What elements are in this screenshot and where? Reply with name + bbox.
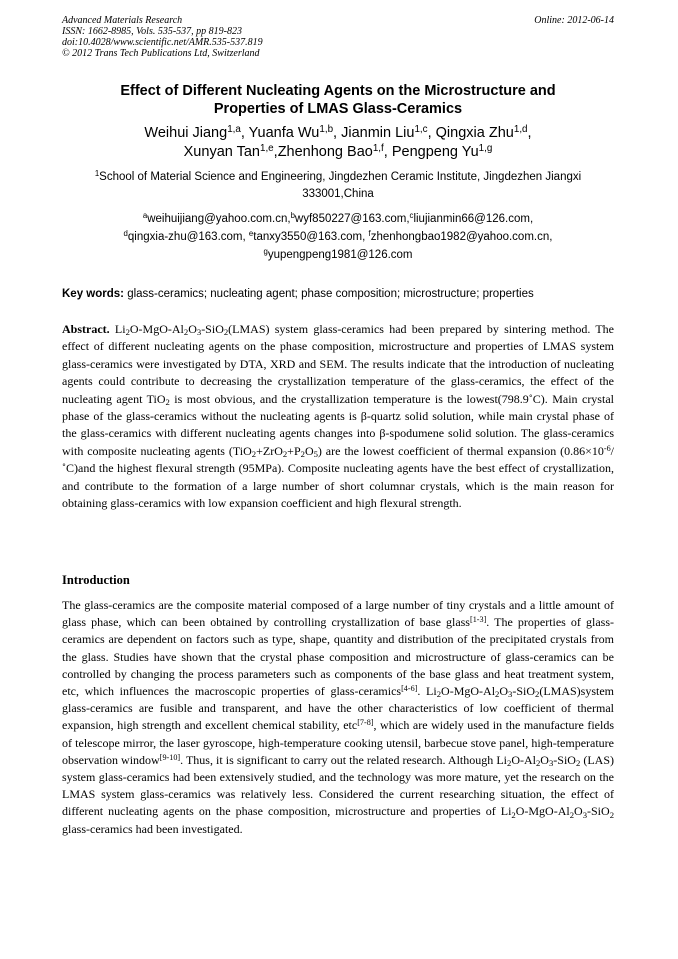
author-marker: 1,g xyxy=(478,143,493,155)
keywords xyxy=(62,286,614,302)
author-list xyxy=(62,124,614,162)
journal-name: Advanced Materials Research xyxy=(62,15,183,26)
email-list xyxy=(62,210,614,264)
author-name: Zhenhong Bao xyxy=(277,144,373,160)
affiliation-marker: 1 xyxy=(94,169,100,179)
author-marker: 1,c xyxy=(414,124,428,136)
copyright-line: © 2012 Trans Tech Publications Ltd, Switzerland xyxy=(62,48,260,59)
abstract-label: Abstract. xyxy=(62,322,110,336)
author-name: Qingxia Zhu xyxy=(435,125,514,141)
email-line-2: $^d$qingxia-zhu@163.com, $^e$tanxy3550@163.com, $^f$zhenhongbao1982@yahoo.com.cn, xyxy=(123,229,553,243)
journal-info xyxy=(62,15,614,59)
author-name: Pengpeng Yu xyxy=(391,144,479,160)
paper-title xyxy=(62,82,614,118)
author-line-1: Weihui Jiang$^{1,a}$, Yuanfa Wu$^{1,b}$, Jianmin Liu$^{1,c}$, Qingxia Zhu$^{1,d}$, xyxy=(144,124,532,141)
email-g: yupengpeng1981@126.com xyxy=(267,249,413,261)
introduction-heading: Introduction xyxy=(62,573,130,587)
author-marker: 1,a xyxy=(227,124,241,136)
issn-line: ISSN: 1662-8985, Vols. 535-537, pp 819-823 xyxy=(62,26,242,37)
abstract: Abstract. $Li_2O-MgO-Al_2O_3-SiO_2(LMAS)$ system glass-ceramics had been prepared by sintering method. The effect of different nucleating agents on the phase composition, microstructure and properties of LMAS system glass-ceramics were investigated by DTA, XRD and SEM. The results indicate that the introduction of nucleating agents could contribute to decreasing the crystallization temperature of the glass-ceramics, the effect of the nucleating agent TiO$_2$ is most obvious, and the crystallization temperature is the lowest(798.9˚C). Main crystal phase of the glass-ceramics without the nucleating agents is β-quartz solid solution, while main crystal phase of the glass-ceramics with different nucleating agents changes into β-spodumene solid solution. The glass-ceramics with composite nucleating agents $(TiO_2+ZrO_2+P_2O_5)$ are the lowest coefficient of thermal expansion $(0.86\times 10^{-6}/˚C)and$ the highest flexural strength (95MPa). Composite nucleating agents have the best effect of crystallization, and contribute to the formation of a large number of short columnar crystals, which is the main reason for obtaining glass-ceramics with low expansion coefficient and high flexural strength. xyxy=(62,322,615,511)
journal-header xyxy=(62,15,614,59)
email-a: weihuijiang@yahoo.com.cn, xyxy=(147,213,291,225)
doi-line: doi:10.4028/www.scientific.net/AMR.535-537.819 xyxy=(62,37,263,48)
author-marker: 1,f xyxy=(372,143,384,155)
title-line-2: Properties of LMAS Glass-Ceramics xyxy=(213,101,463,117)
author-name: Jianmin Liu xyxy=(341,125,415,141)
citation: [4-6] xyxy=(401,683,418,693)
online-date: Online: 2012-06-14 xyxy=(534,15,614,26)
email-e: tanxy3550@163.com, xyxy=(253,231,366,243)
title-line-1: Effect of Different Nucleating Agents on the Microstructure and xyxy=(120,83,556,99)
author-marker: 1,e xyxy=(259,143,274,155)
author-marker: 1,b xyxy=(319,124,334,136)
author-name: Xunyan Tan xyxy=(183,144,260,160)
introduction-paragraph: The glass-ceramics are the composite material composed of a large number of tiny crystals and a little amount of glass phase, which can been obtained by controlling crystallization of base glass[1-3]. The properties of glass-ceramics are dependent on factors such as type, shape, quantity and distribution of the precipitated crystals from the glass. Studies have shown that the crystal phase composition and microstructure of glass-ceramics can be controlled by changing the process parameters such as components of the base glass and heat treatment system, etc, which influences the macroscopic properties of glass-ceramics[4-6]. $Li_2O-MgO-Al_2O_3-SiO_2(LMAS)system$ glass-ceramics are fusible and transparent, and have the other characteristics of low coefficient of thermal expansion, high strength and excellent chemical stability, etc[7-8], which are widely used in the manufacture fields of telescope mirror, the laser gyroscope, high-temperature cooking utensil, barbecue stove panel, high-temperature observation window[9-10]. Thus, it is significant to carry out the related research. Although $Li_2O-Al_2O_3-SiO_2$ (LAS) system glass-ceramics had been extensively studied, and the technology was more mature, yet the research on the LMAS system glass-ceramics was relatively less. Considered the current researching situation, the effect of different nucleating agents on the phase composition, microstructure and properties of $Li_2O-MgO-Al_2O_3-SiO_2$ glass-ceramics had been investigated. xyxy=(62,598,614,836)
email-c: liujianmin66@126.com, xyxy=(413,213,534,225)
affiliation xyxy=(62,169,614,203)
email-d: qingxia-zhu@163.com, xyxy=(127,231,246,243)
email-f: zhenhongbao1982@yahoo.com.cn, xyxy=(370,231,553,243)
email-line-1: $^a$weihuijiang@yahoo.com.cn,$^b$wyf850227@163.com,$^c$liujianmin66@126.com, xyxy=(142,211,534,225)
author-line-2: Xunyan Tan$^{1,e}$,Zhenhong Bao$^{1,f}$, Pengpeng Yu$^{1,g}$ xyxy=(183,143,493,160)
affiliation-text: School of Material Science and Engineering, Jingdezhen Ceramic Institute, Jingdezhen Jiangxi 333001,China xyxy=(99,171,582,200)
email-line-3: $^g$yupengpeng1981@126.com xyxy=(263,247,413,261)
author-name: Yuanfa Wu xyxy=(248,125,320,141)
author-name: Weihui Jiang xyxy=(144,125,228,141)
author-marker: 1,d xyxy=(513,124,528,136)
email-b: wyf850227@163.com, xyxy=(294,213,410,225)
citation: [1-3] xyxy=(469,615,487,625)
keywords-text: glass-ceramics; nucleating agent; phase composition; microstructure; properties xyxy=(127,288,534,300)
keywords-label: Key words: xyxy=(62,288,124,300)
citation: [9-10] xyxy=(159,752,181,762)
citation: [7-8] xyxy=(357,718,374,728)
